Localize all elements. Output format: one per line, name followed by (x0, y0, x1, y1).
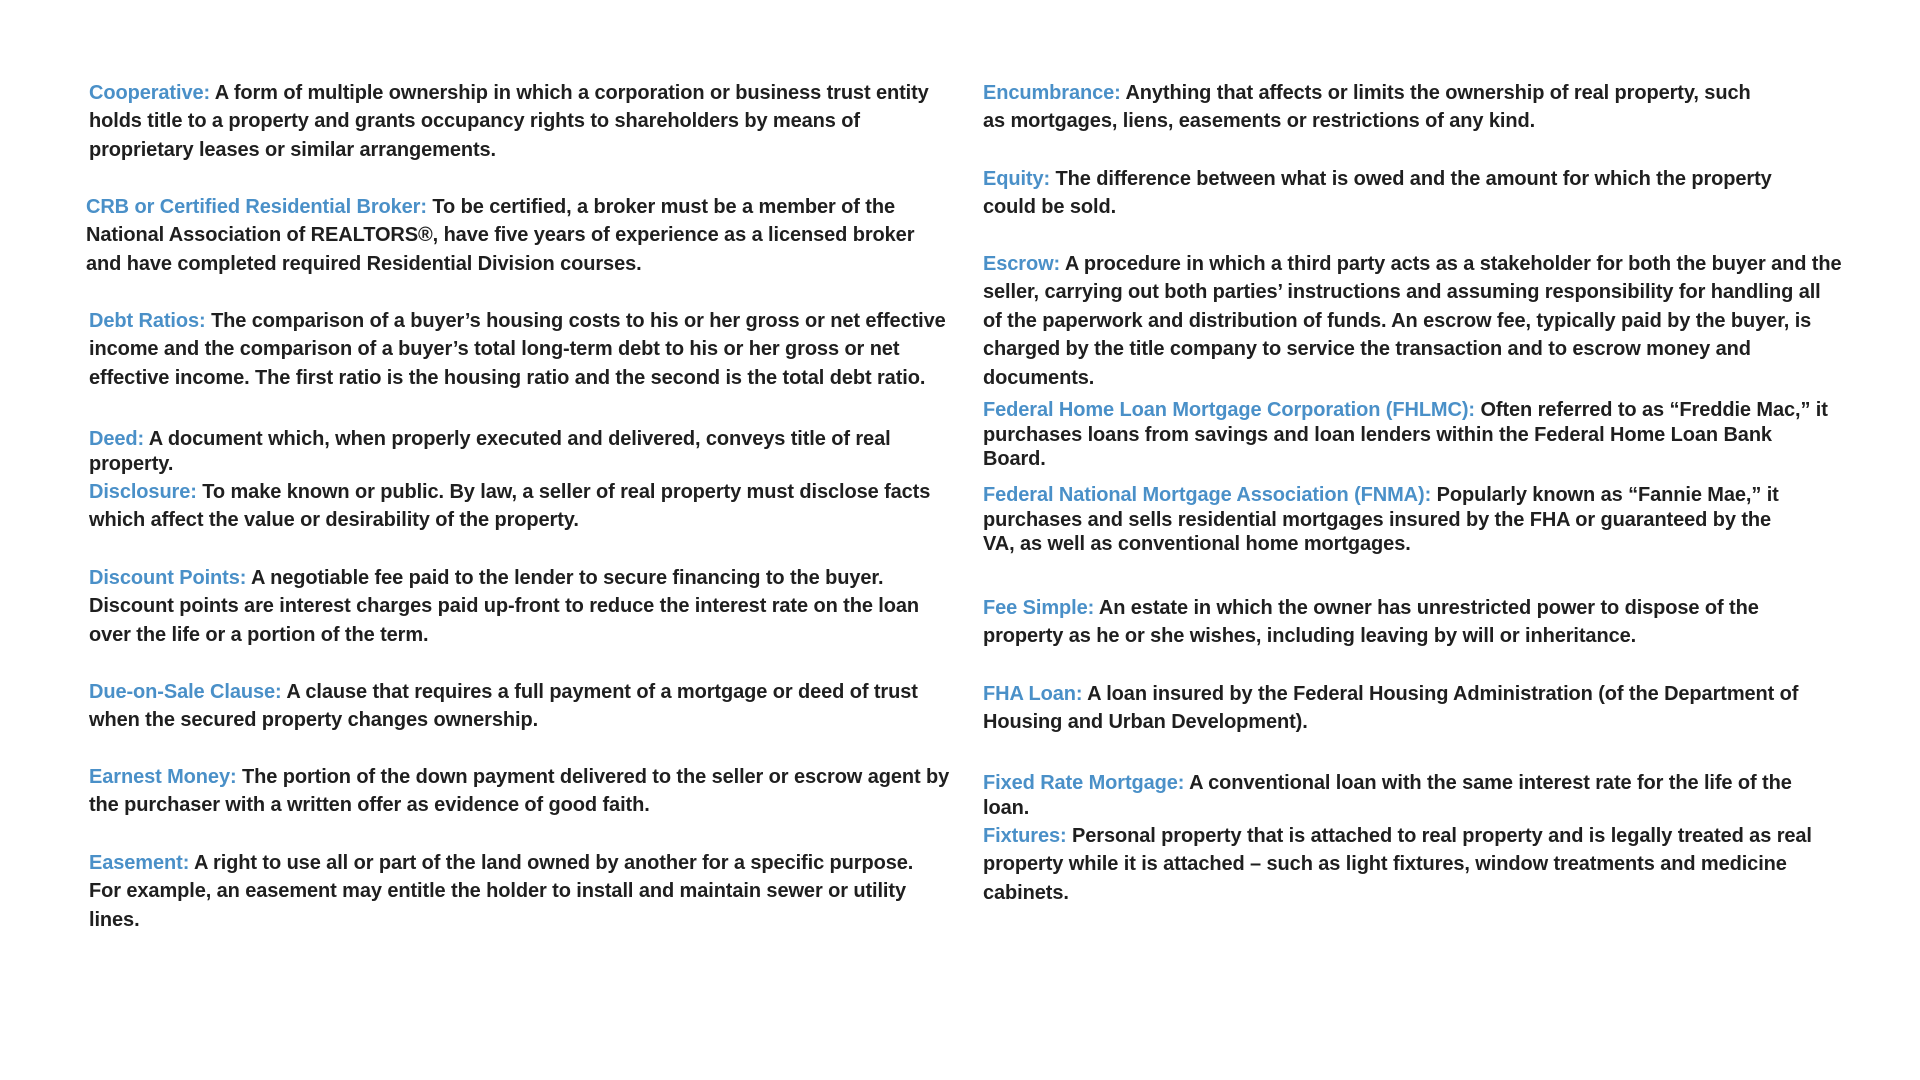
glossary-entry-equity (983, 165, 1803, 222)
glossary-term: Earnest Money: (89, 766, 237, 788)
glossary-term: Fixtures: (983, 825, 1067, 847)
glossary-term: Discount Points: (89, 567, 247, 589)
glossary-entry-escrow (983, 250, 1843, 392)
glossary-definition: Often referred to as “Freddie Mac,” it purchases loans from savings and loan lenders within the Federal Home Loan Bank Board. (983, 399, 1828, 470)
glossary-definition: To make known or public. By law, a seller of real property must disclose facts which affect the value or desirability of the property. (89, 481, 931, 532)
glossary-definition: A negotiable fee paid to the lender to secure financing to the buyer. Discount points are interest charges paid up-front to reduce the interest rate on the loan over the life or a portion of the term. (89, 567, 920, 646)
glossary-entry-fixtures (983, 822, 1823, 907)
glossary-term: Debt Ratios: (89, 310, 206, 332)
glossary-definition: An estate in which the owner has unrestricted power to dispose of the property as he or she wishes, including leaving by will or inheritance. (983, 597, 1759, 648)
glossary-definition: A form of multiple ownership in which a corporation or business trust entity holds title to a property and grants occupancy rights to shareholders by means of proprietary leases or similar arrangements. (89, 82, 929, 161)
glossary-definition: A loan insured by the Federal Housing Administration (of the Department of Housing and Urban Development). (983, 683, 1799, 734)
glossary-entry-fee-simple (983, 594, 1803, 651)
glossary-term: Encumbrance: (983, 82, 1121, 104)
glossary-definition: The comparison of a buyer’s housing costs to his or her gross or net effective income and the comparison of a buyer’s total long-term debt to his or her gross or net effective income. The first ratio is the housing ratio and the second is the total debt ratio. (89, 310, 946, 389)
glossary-definition: A conventional loan with the same interest rate for the life of the loan. (983, 772, 1792, 819)
glossary-definition: Popularly known as “Fannie Mae,” it purchases and sells residential mortgages insured by the FHA or guaranteed by the VA, as well as conventional home mortgages. (983, 484, 1779, 555)
glossary-entry-earnest-money (89, 763, 959, 820)
glossary-definition: A clause that requires a full payment of a mortgage or deed of trust when the secured property changes ownership. (89, 681, 918, 732)
glossary-term: Disclosure: (89, 481, 197, 503)
glossary-term: FHA Loan: (983, 683, 1083, 705)
glossary-entry-fhlmc (983, 398, 1833, 472)
glossary-definition: Anything that affects or limits the ownership of real property, such as mortgages, liens, easements or restrictions of any kind. (983, 82, 1751, 133)
glossary-entry-easement (89, 849, 929, 934)
glossary-entry-encumbrance (983, 79, 1763, 136)
glossary-term: Equity: (983, 168, 1051, 190)
glossary-term: Cooperative: (89, 82, 211, 104)
glossary-definition: The difference between what is owed and the amount for which the property could be sold. (983, 168, 1772, 219)
glossary-entry-cooperative (89, 79, 969, 164)
glossary-entry-disclosure (89, 478, 939, 535)
glossary-definition: Personal property that is attached to real property and is legally treated as real property while it is attached – such as light fixtures, window treatments and medicine cabinets. (983, 825, 1812, 904)
glossary-term: CRB or Certified Residential Broker: (86, 196, 427, 218)
glossary-term: Easement: (89, 852, 190, 874)
glossary-term: Fixed Rate Mortgage: (983, 772, 1185, 794)
glossary-definition: A document which, when properly executed and delivered, conveys title of real property. (89, 428, 891, 475)
glossary-term: Fee Simple: (983, 597, 1095, 619)
glossary-definition: A procedure in which a third party acts as a stakeholder for both the buyer and the seller, carrying out both parties’ instructions and assuming responsibility for handling all of the paperwork and distribution of funds. An escrow fee, typically paid by the buyer, is charged by the title company to service the transaction and to escrow money and documents. (983, 253, 1842, 389)
glossary-term: Federal National Mortgage Association (FNMA): (983, 484, 1432, 506)
glossary-entry-crb (86, 193, 916, 278)
glossary-entry-due-on-sale (89, 678, 934, 735)
glossary-entry-fixed-rate-mortgage (983, 771, 1823, 820)
glossary-definition: A right to use all or part of the land owned by another for a specific purpose. For example, an easement may entitle the holder to install and maintain sewer or utility lines. (89, 852, 914, 931)
glossary-definition: To be certified, a broker must be a member of the National Association of REALTORS®, have five years of experience as a licensed broker and have completed required Residential Division courses. (86, 196, 915, 275)
glossary-entry-fha-loan (983, 680, 1823, 737)
glossary-term: Escrow: (983, 253, 1061, 275)
glossary-term: Due-on-Sale Clause: (89, 681, 282, 703)
glossary-term: Deed: (89, 428, 145, 450)
glossary-entry-fnma (983, 483, 1793, 557)
glossary-entry-debt-ratios (89, 307, 949, 392)
glossary-definition: The portion of the down payment delivered to the seller or escrow agent by the purchaser with a written offer as evidence of good faith. (89, 766, 950, 817)
glossary-entry-discount-points (89, 564, 929, 649)
glossary-term: Federal Home Loan Mortgage Corporation (FHLMC): (983, 399, 1475, 421)
glossary-entry-deed (89, 427, 899, 476)
